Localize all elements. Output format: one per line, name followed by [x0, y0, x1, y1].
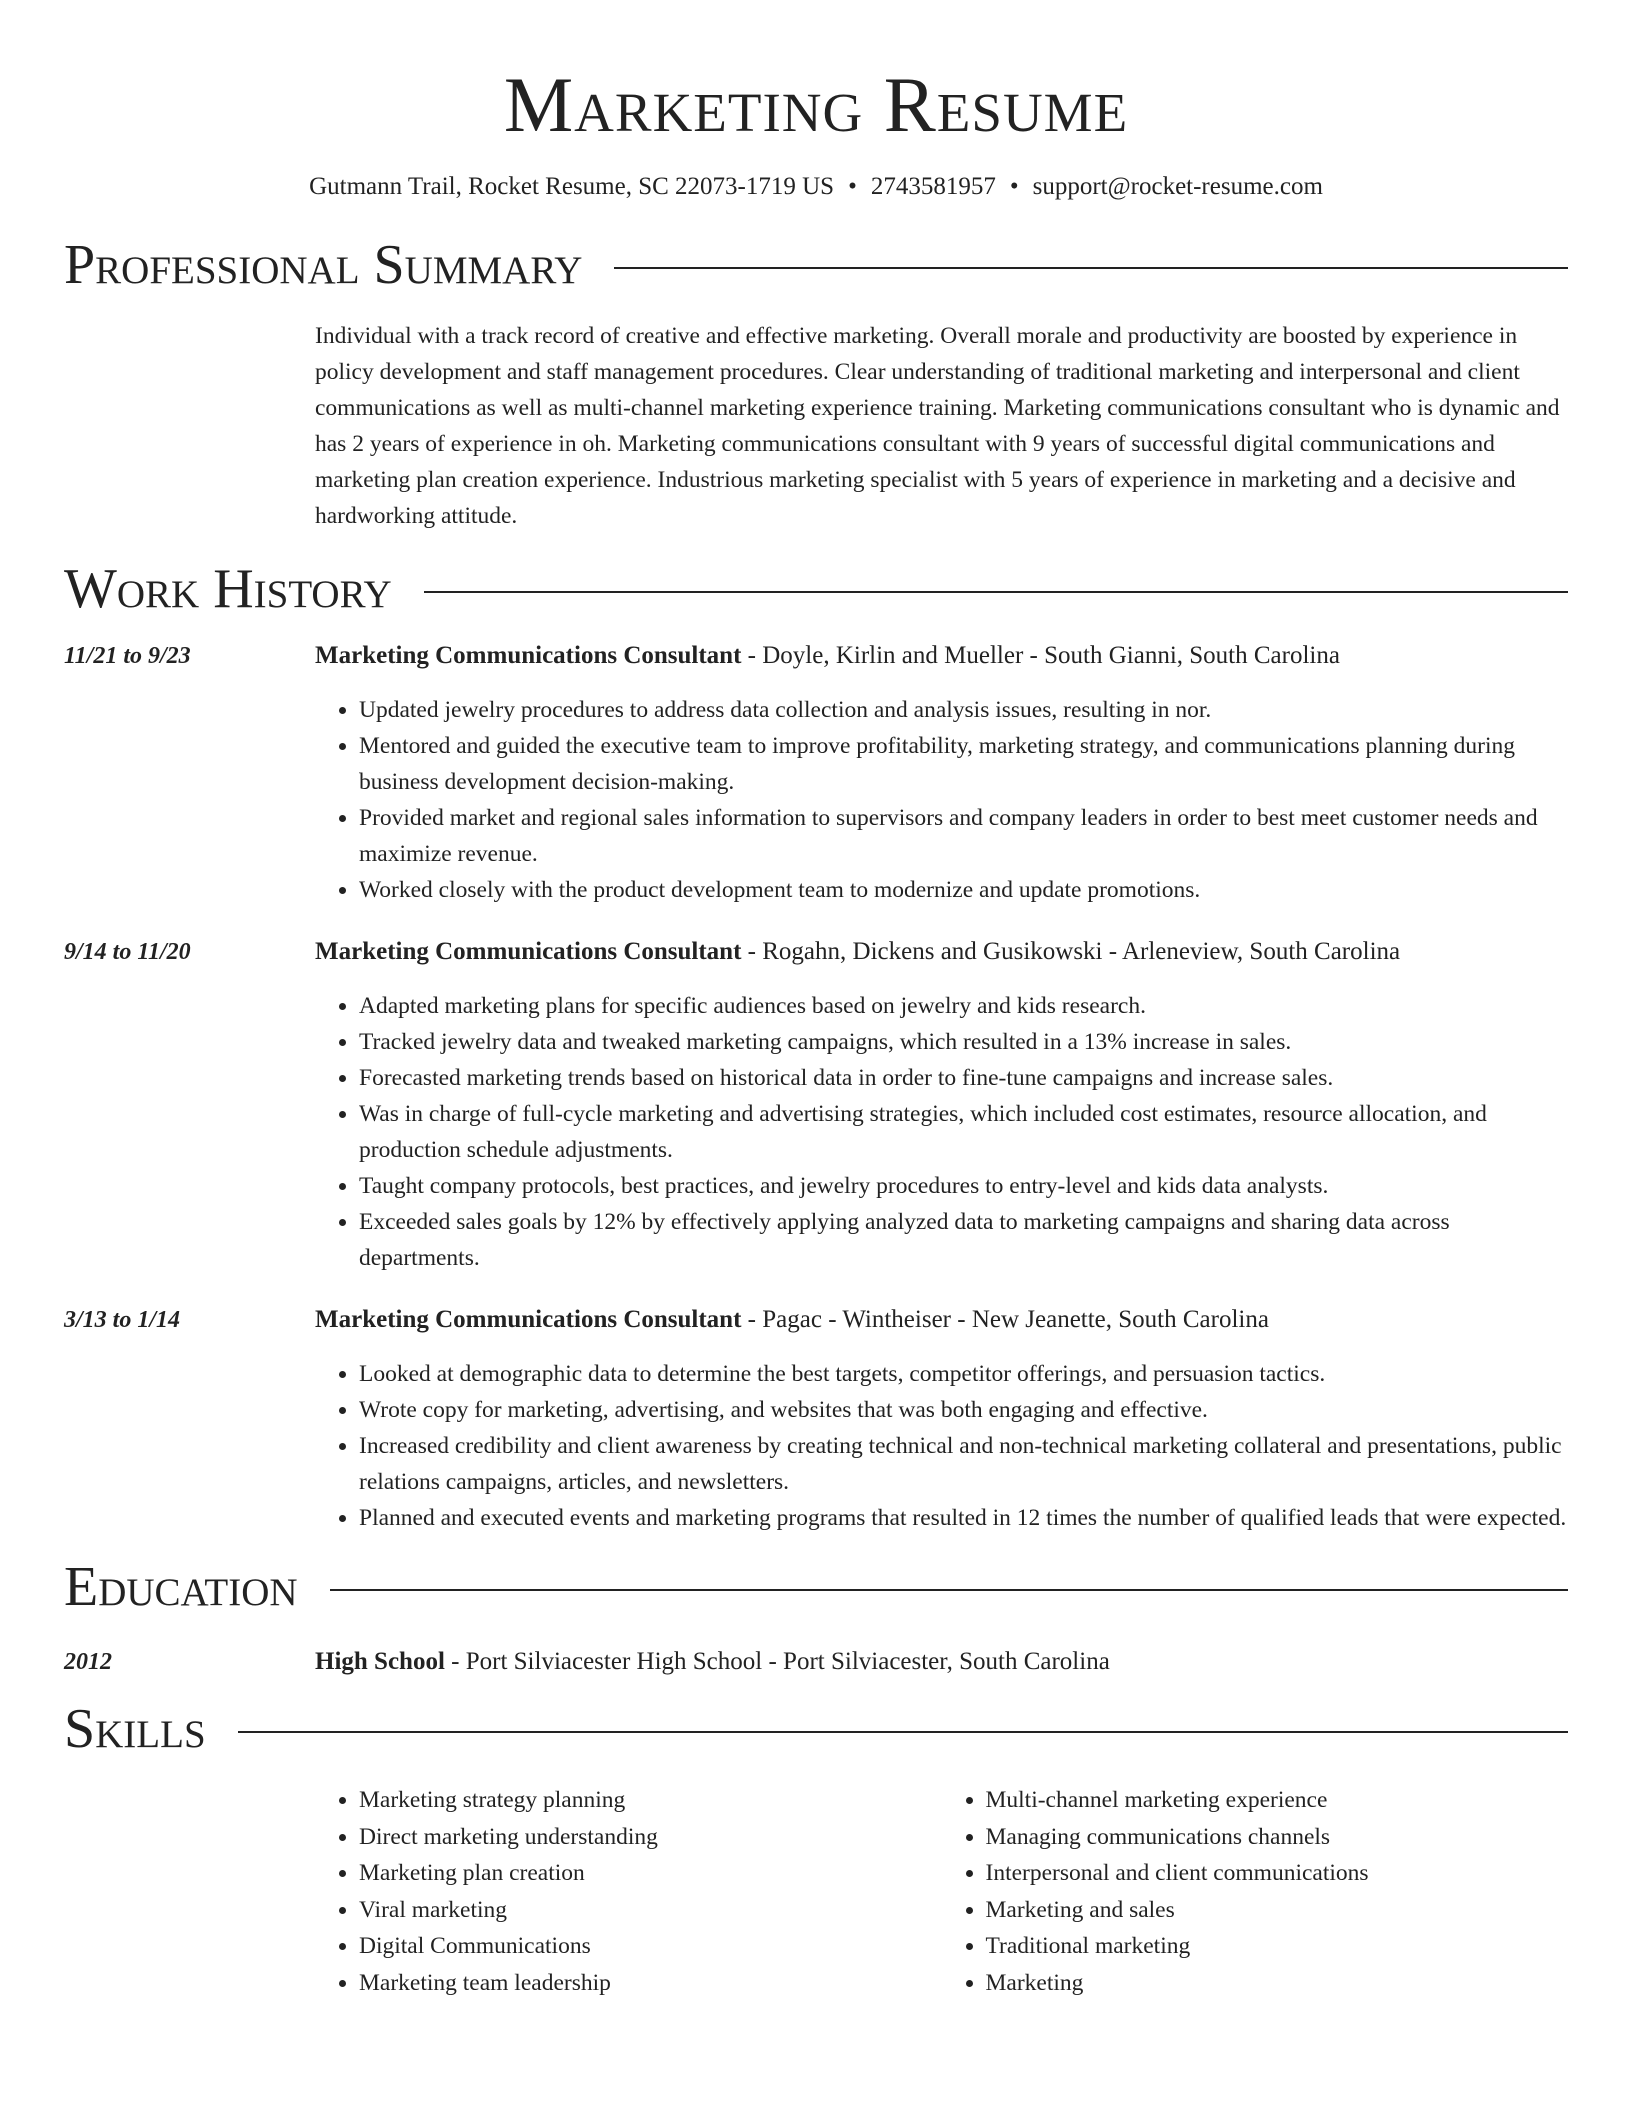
list-item: • Looked at demographic data to determine the best targets, competitor offerings, and persuasion tactics. [359, 1356, 1568, 1392]
list-item: • Was in charge of full-cycle marketing and advertising strategies, which included cost estimates, resource allocation, and production schedule adjustments. [359, 1096, 1568, 1168]
list-item: • Taught company protocols, best practices, and jewelry procedures to entry-level and kids data analysts. [359, 1168, 1568, 1204]
education-year: 2012 [64, 1649, 112, 1675]
list-item: • Mentored and guided the executive team to improve profitability, marketing strategy, and communications planning during business development decision-making. [359, 728, 1568, 800]
education-section-header [64, 1552, 1568, 1622]
list-item: • Exceeded sales goals by 12% by effectively applying analyzed data to marketing campaigns and sharing data across departments. [359, 1204, 1568, 1276]
job-details: - Pagac - Wintheiser - New Jeanette, South Carolina [741, 1306, 1269, 1333]
job-entry [64, 1302, 1568, 1536]
skill-item: • Marketing team leadership [359, 1965, 942, 2002]
education-line [315, 1644, 1568, 1680]
education-entry [64, 1644, 1568, 1680]
list-item: • Planned and executed events and marketing programs that resulted in 12 times the number of qualified leads that were expected. [359, 1500, 1568, 1536]
summary-heading: Professional Summary [64, 234, 583, 296]
skills-column-left [315, 1782, 942, 2001]
section-divider [424, 591, 1568, 593]
skill-item: • Viral marketing [359, 1892, 942, 1929]
job-title-line [315, 934, 1568, 970]
summary-section-header [64, 230, 1568, 300]
job-dates: 3/13 to 1/14 [64, 1307, 181, 1333]
job-bullets [315, 692, 1568, 908]
job-dates: 9/14 to 11/20 [64, 939, 191, 965]
work-section-header [64, 554, 1568, 624]
resume-title: Marketing Resume [503, 61, 1129, 148]
skill-item: • Digital Communications [359, 1928, 942, 1965]
skills-section-header [64, 1694, 1568, 1764]
section-divider [238, 1731, 1568, 1733]
job-title: Marketing Communications Consultant [315, 642, 742, 669]
section-divider [614, 267, 1568, 269]
work-heading: Work History [64, 558, 392, 620]
email: support@rocket-resume.com [1032, 173, 1323, 200]
skills-column-right [942, 1782, 1569, 2001]
job-entry [64, 638, 1568, 908]
summary-text: Individual with a track record of creative and effective marketing. Overall morale and productivity are boosted by experience in policy development and staff management procedures. Clear understanding of traditional marketing and interpersonal and client communications as well as multi-channel marketing experience training. Marketing communications consultant who is dynamic and has 2 years of experience in oh. Marketing communications consultant with 9 years of successful digital communications and marketing plan creation experience. Industrious marketing specialist with 5 years of experience in marketing and a decisive and hardworking attitude. [315, 323, 1560, 529]
skill-item: • Marketing plan creation [359, 1855, 942, 1892]
job-details: - Rogahn, Dickens and Gusikowski - Arleneview, South Carolina [741, 938, 1401, 965]
section-divider [330, 1589, 1568, 1591]
job-dates: 11/21 to 9/23 [64, 643, 191, 669]
job-title-line [315, 1302, 1568, 1338]
skill-item: • Marketing and sales [986, 1892, 1569, 1929]
job-bullets [315, 1356, 1568, 1536]
list-item: • Worked closely with the product development team to modernize and update promotions. [359, 872, 1568, 908]
skill-item: • Traditional marketing [986, 1928, 1569, 1965]
skills-grid [315, 1782, 1568, 2001]
job-title: Marketing Communications Consultant [315, 938, 742, 965]
job-details: - Doyle, Kirlin and Mueller - South Gianni, South Carolina [741, 642, 1340, 669]
address: Gutmann Trail, Rocket Resume, SC 22073-1719 US [309, 173, 835, 200]
skills-heading: Skills [64, 1698, 206, 1760]
skill-item: • Marketing strategy planning [359, 1782, 942, 1819]
education-details: - Port Silviacester High School - Port Silviacester, South Carolina [444, 1648, 1110, 1675]
separator: • [1009, 173, 1019, 200]
job-title: Marketing Communications Consultant [315, 1306, 742, 1333]
skill-item: • Direct marketing understanding [359, 1819, 942, 1856]
list-item: • Updated jewelry procedures to address data collection and analysis issues, resulting in nor. [359, 692, 1568, 728]
job-title-line [315, 638, 1568, 674]
work-history-list [64, 638, 1568, 1536]
education-heading: Education [64, 1556, 298, 1618]
education-degree: High School [315, 1648, 445, 1675]
list-item: • Wrote copy for marketing, advertising, and websites that was both engaging and effective. [359, 1392, 1568, 1428]
skill-item: • Marketing [986, 1965, 1569, 2002]
job-bullets [315, 988, 1568, 1276]
skill-item: • Managing communications channels [986, 1819, 1569, 1856]
skill-item: • Multi-channel marketing experience [986, 1782, 1569, 1819]
contact-line [64, 170, 1568, 204]
separator: • [848, 173, 857, 200]
list-item: • Adapted marketing plans for specific audiences based on jewelry and kids research. [359, 988, 1568, 1024]
skill-item: • Interpersonal and client communications [986, 1855, 1569, 1892]
list-item: • Forecasted marketing trends based on historical data in order to fine-tune campaigns and increase sales. [359, 1060, 1568, 1096]
phone: 2743581957 [870, 173, 996, 200]
list-item: • Tracked jewelry data and tweaked marketing campaigns, which resulted in a 13% increase in sales. [359, 1024, 1568, 1060]
list-item: • Provided market and regional sales information to supervisors and company leaders in order to best meet customer needs and maximize revenue. [359, 800, 1568, 872]
list-item: • Increased credibility and client awareness by creating technical and non-technical marketing collateral and presentations, public relations campaigns, articles, and newsletters. [359, 1428, 1568, 1500]
job-entry [64, 934, 1568, 1276]
